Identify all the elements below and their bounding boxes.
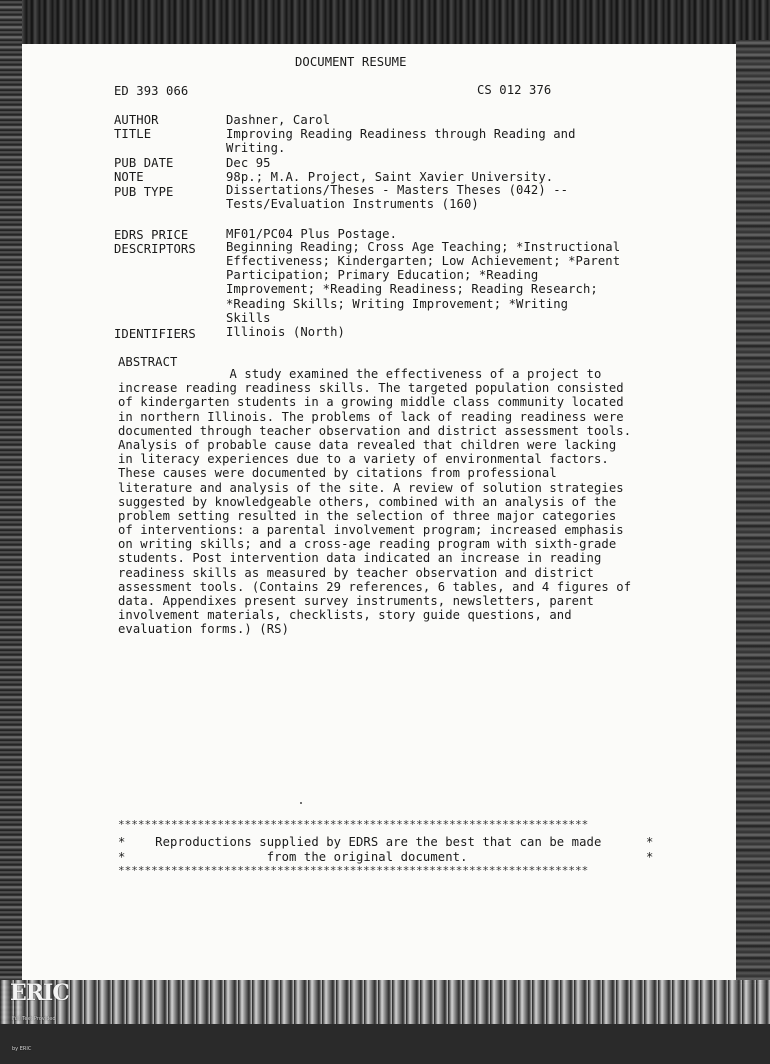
field-value-title-line: Improving Reading Readiness through Reading and xyxy=(226,127,576,141)
field-value-descriptors-line: Improvement; *Reading Readiness; Reading Research; xyxy=(226,282,598,296)
scan-top-edge xyxy=(0,0,770,46)
eric-logo xyxy=(10,978,69,1052)
abstract-line: Analysis of probable cause data revealed that children were lacking xyxy=(118,437,617,452)
field-label-author: AUTHOR xyxy=(114,113,159,127)
field-value-title-line: Writing. xyxy=(226,141,286,155)
scan-right-edge xyxy=(736,40,770,984)
abstract-line: literature and analysis of the site. A review of solution strategies xyxy=(118,480,624,495)
abstract-line: in northern Illinois. The problems of lack of reading readiness were xyxy=(118,409,624,424)
abstract-line: increase reading readiness skills. The targeted population consisted xyxy=(118,381,624,396)
field-value-identifiers: Illinois (North) xyxy=(226,325,345,339)
abstract-line: suggested by knowledgeable others, combined with an analysis of the xyxy=(118,494,617,509)
field-label-descriptors: DESCRIPTORS xyxy=(114,242,196,256)
field-value-pub-type-line: Dissertations/Theses - Masters Theses (042) -- xyxy=(226,183,569,197)
cs-number: CS 012 376 xyxy=(477,83,552,97)
abstract-line: problem setting resulted in the selection of three major categories xyxy=(118,508,617,523)
abstract-text xyxy=(118,367,631,637)
abstract-line: students. Post intervention data indicated an increase in reading xyxy=(118,551,602,566)
reproduction-notice-line: * from the original document. * xyxy=(118,850,654,864)
field-value-descriptors-line: Effectiveness; Kindergarten; Low Achievement; *Parent xyxy=(226,254,621,268)
field-label-note: NOTE xyxy=(114,170,144,184)
eric-logo-subtext: Full Text Provided by ERIC xyxy=(12,1016,56,1052)
abstract-line: documented through teacher observation and district assessment tools. xyxy=(118,423,632,438)
field-label-identifiers: IDENTIFIERS xyxy=(114,327,196,341)
abstract-line: These causes were documented by citations from professional xyxy=(118,466,557,481)
field-value-descriptors-line: Skills xyxy=(226,311,271,325)
abstract-heading: ABSTRACT xyxy=(118,355,178,369)
document-page xyxy=(22,44,736,980)
eric-logo-text: ERIC xyxy=(10,980,69,1006)
abstract-line: on writing skills; and a cross-age reading program with sixth-grade xyxy=(118,537,617,552)
field-value-descriptors-line: Participation; Primary Education; *Reading xyxy=(226,268,539,282)
abstract-line: data. Appendixes present survey instruments, newsletters, parent xyxy=(118,594,594,608)
ed-number: ED 393 066 xyxy=(114,84,189,98)
field-value-descriptors-line: Beginning Reading; Cross Age Teaching; *Instructional xyxy=(226,240,621,254)
field-value-pub-type-line: Tests/Evaluation Instruments (160) xyxy=(226,197,479,211)
field-label-pub-type: PUB TYPE xyxy=(114,185,174,199)
document-header: DOCUMENT RESUME xyxy=(295,55,407,69)
notice-border-top: *********************************************************************** xyxy=(118,818,589,831)
abstract-line: evaluation forms.) (RS) xyxy=(118,622,290,637)
abstract-line: readiness skills as measured by teacher observation and district xyxy=(118,565,594,580)
field-value-descriptors-line: *Reading Skills; Writing Improvement; *Writing xyxy=(226,297,569,311)
notice-border-bottom: *********************************************************************** xyxy=(118,864,589,877)
field-value-note: 98p.; M.A. Project, Saint Xavier University. xyxy=(226,170,554,184)
scan-speck xyxy=(300,802,302,804)
scan-bottom-edge xyxy=(0,980,770,1024)
abstract-line: of kindergarten students in a growing middle class community located xyxy=(118,395,624,410)
field-label-title: TITLE xyxy=(114,127,152,141)
field-value-edrs-price: MF01/PC04 Plus Postage. xyxy=(226,227,398,241)
field-label-pub-date: PUB DATE xyxy=(114,156,174,170)
abstract-line: assessment tools. (Contains 29 references, 6 tables, and 4 figures of xyxy=(118,579,632,594)
field-value-pub-date: Dec 95 xyxy=(226,156,271,170)
scan-left-edge xyxy=(0,0,22,1024)
reproduction-notice-line: * Reproductions supplied by EDRS are the best that can be made * xyxy=(118,835,654,849)
abstract-line: involvement materials, checklists, story guide questions, and xyxy=(118,608,572,623)
field-value-author: Dashner, Carol xyxy=(226,113,331,127)
field-label-edrs-price: EDRS PRICE xyxy=(114,228,189,242)
abstract-line: A study examined the effectiveness of a project to xyxy=(118,367,602,381)
abstract-line: of interventions: a parental involvement program; increased emphasis xyxy=(118,523,624,538)
abstract-line: in literacy experiences due to a variety of environmental factors. xyxy=(118,452,609,467)
